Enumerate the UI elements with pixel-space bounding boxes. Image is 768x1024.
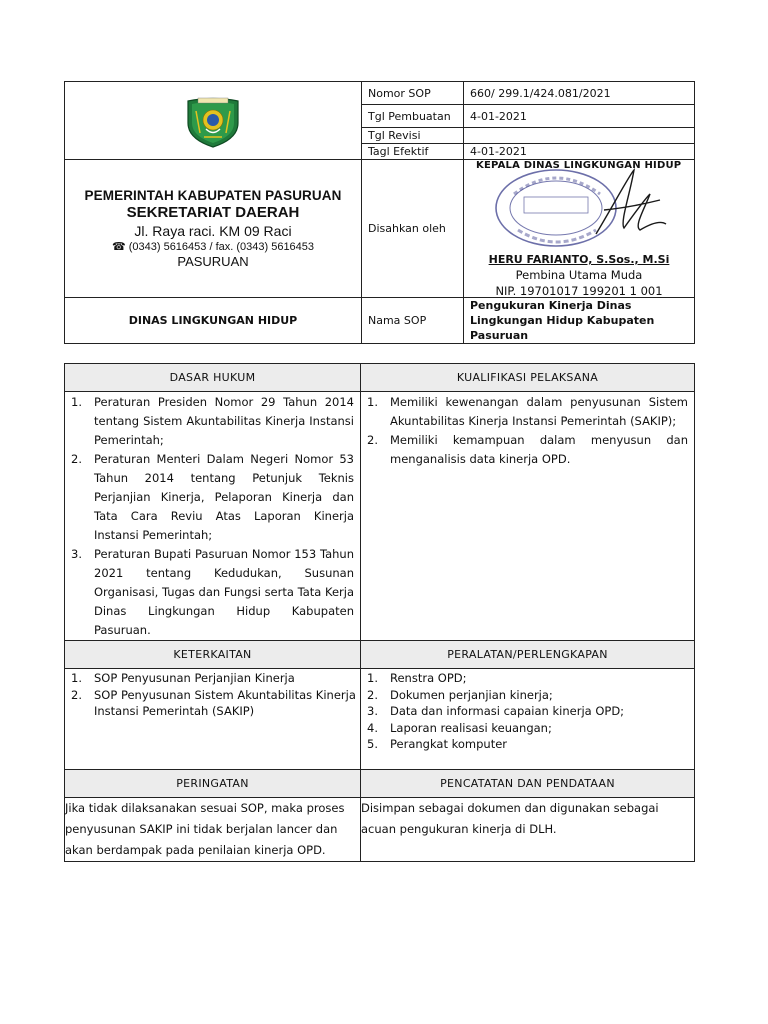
signer-title: KEPALA DINAS LINGKUNGAN HIDUP: [476, 160, 682, 171]
list-text: Renstra OPD;: [390, 671, 467, 685]
keterkaitan-heading: KETERKAITAN: [65, 641, 361, 669]
org-line-1: PEMERINTAH KABUPATEN PASURUAN: [84, 188, 342, 203]
signature-block: [464, 160, 695, 298]
list-text: Peraturan Menteri Dalam Negeri Nomor 53 Tahun 2014 tentang Petunjuk Teknis Perjanjian Kinerja, Pelaporan Kinerja dan Tata Cara Reviu Atas Laporan Kinerja Instansi Pemerintah;: [94, 452, 354, 542]
header-table: [64, 81, 695, 344]
keterkaitan-list: [65, 669, 360, 720]
tgl-revisi-label: Tgl Revisi: [362, 128, 464, 144]
peralatan-list: [361, 669, 694, 753]
signer-name: HERU FARIANTO, S.Sos., M.Si: [488, 253, 670, 266]
list-item: [361, 393, 694, 431]
signer-rank: Pembina Utama Muda: [515, 268, 643, 282]
list-text: SOP Penyusunan Sistem Akuntabilitas Kinerja Instansi Pemerintah (SAKIP): [94, 687, 356, 718]
list-number: 5.: [367, 737, 378, 751]
list-text: SOP Penyusunan Perjanjian Kinerja: [94, 671, 295, 685]
tgl-pembuatan-value: 4-01-2021: [464, 105, 695, 128]
tgl-revisi-value: [464, 128, 695, 144]
list-number: 2.: [367, 687, 378, 702]
kualifikasi-heading: KUALIFIKASI PELAKSANA: [361, 364, 695, 392]
list-number: 1.: [367, 671, 378, 685]
nomor-sop-label: Nomor SOP: [362, 82, 464, 105]
official-stamp-icon: [484, 164, 684, 256]
org-city: PASURUAN: [177, 254, 249, 269]
list-text: Dokumen perjanjian kinerja;: [390, 687, 553, 702]
kualifikasi-list: [361, 392, 694, 469]
list-item: [361, 736, 694, 753]
list-number: 3.: [71, 547, 82, 561]
tgl-efektif-label: Tagl Efektif: [362, 144, 464, 160]
pencatatan-text: Disimpan sebagai dokumen dan digunakan sebagai acuan pengukuran kinerja di DLH.: [361, 798, 695, 862]
sop-name-line: Pasuruan: [470, 329, 529, 342]
sop-name-line: Pengukuran Kinerja Dinas: [470, 299, 632, 312]
list-number: 2.: [71, 452, 82, 466]
list-number: 1.: [71, 671, 82, 685]
organization-block: [65, 160, 362, 298]
list-number: 2.: [71, 687, 82, 702]
peralatan-cell: [361, 669, 695, 770]
kualifikasi-cell: [361, 392, 695, 641]
list-text: Peraturan Bupati Pasuruan Nomor 153 Tahun 2021 tentang Kedudukan, Susunan Organisasi, Tugas dan Fungsi serta Tata Kerja Dinas Lingkungan Hidup Kabupaten Pasuruan.: [94, 547, 354, 637]
list-text: Memiliki kemampuan dalam menyusun dan menganalisis data kinerja OPD.: [390, 433, 688, 466]
pencatatan-heading: PENCATATAN DAN PENDATAAN: [361, 770, 695, 798]
list-item: [65, 545, 360, 640]
signer-nip: NIP. 19701017 199201 1 001: [495, 284, 663, 298]
list-item: [65, 393, 360, 450]
list-item: [361, 670, 694, 687]
org-address: Jl. Raya raci. KM 09 Raci: [134, 223, 292, 239]
list-item: [361, 431, 694, 469]
keterkaitan-cell: [65, 669, 361, 770]
peringatan-heading: PERINGATAN: [65, 770, 361, 798]
tgl-efektif-value: 4-01-2021: [464, 144, 695, 160]
sop-name: [464, 298, 695, 344]
org-line-2: SEKRETARIAT DAERAH: [126, 204, 300, 221]
nama-sop-label: Nama SOP: [362, 298, 464, 344]
list-text: Memiliki kewenangan dalam penyusunan Sistem Akuntabilitas Kinerja Instansi Pemerintah (SAKIP);: [390, 395, 688, 428]
list-item: [65, 687, 360, 720]
list-item: [65, 670, 360, 687]
list-number: 1.: [71, 395, 82, 409]
dasar-hukum-heading: DASAR HUKUM: [65, 364, 361, 392]
list-item: [361, 687, 694, 704]
sop-detail-table: [64, 363, 695, 862]
list-text: Peraturan Presiden Nomor 29 Tahun 2014 tentang Sistem Akuntabilitas Kinerja Instansi Pemerintah;: [94, 395, 354, 447]
org-phone: (0343) 5616453 / fax. (0343) 5616453: [128, 241, 315, 253]
dasar-hukum-cell: [65, 392, 361, 641]
list-item: [361, 720, 694, 737]
sop-name-line: Lingkungan Hidup Kabupaten: [470, 314, 655, 327]
list-text: Perangkat komputer: [390, 737, 508, 751]
list-text: Laporan realisasi keuangan;: [390, 720, 552, 735]
nomor-sop-value: 660/ 299.1/424.081/2021: [464, 82, 695, 105]
dasar-hukum-list: [65, 392, 360, 640]
list-number: 2.: [367, 433, 378, 447]
logo-cell: [65, 82, 362, 160]
list-item: [361, 703, 694, 720]
phone-icon: ☎: [111, 241, 126, 253]
tgl-pembuatan-label: Tgl Pembuatan: [362, 105, 464, 128]
disahkan-label: Disahkan oleh: [362, 160, 464, 298]
org-phone-line: [65, 240, 361, 253]
peringatan-text: Jika tidak dilaksanakan sesuai SOP, maka proses penyusunan SAKIP ini tidak berjalan lancer dan akan berdampak pada penilaian kinerja OPD.: [65, 798, 361, 862]
list-item: [65, 450, 360, 545]
list-number: 4.: [367, 720, 378, 735]
list-number: 1.: [367, 395, 378, 409]
regency-emblem-logo: [184, 93, 242, 149]
unit-name: DINAS LINGKUNGAN HIDUP: [65, 298, 362, 344]
list-number: 3.: [367, 704, 378, 718]
list-text: Data dan informasi capaian kinerja OPD;: [390, 704, 625, 718]
peralatan-heading: PERALATAN/PERLENGKAPAN: [361, 641, 695, 669]
